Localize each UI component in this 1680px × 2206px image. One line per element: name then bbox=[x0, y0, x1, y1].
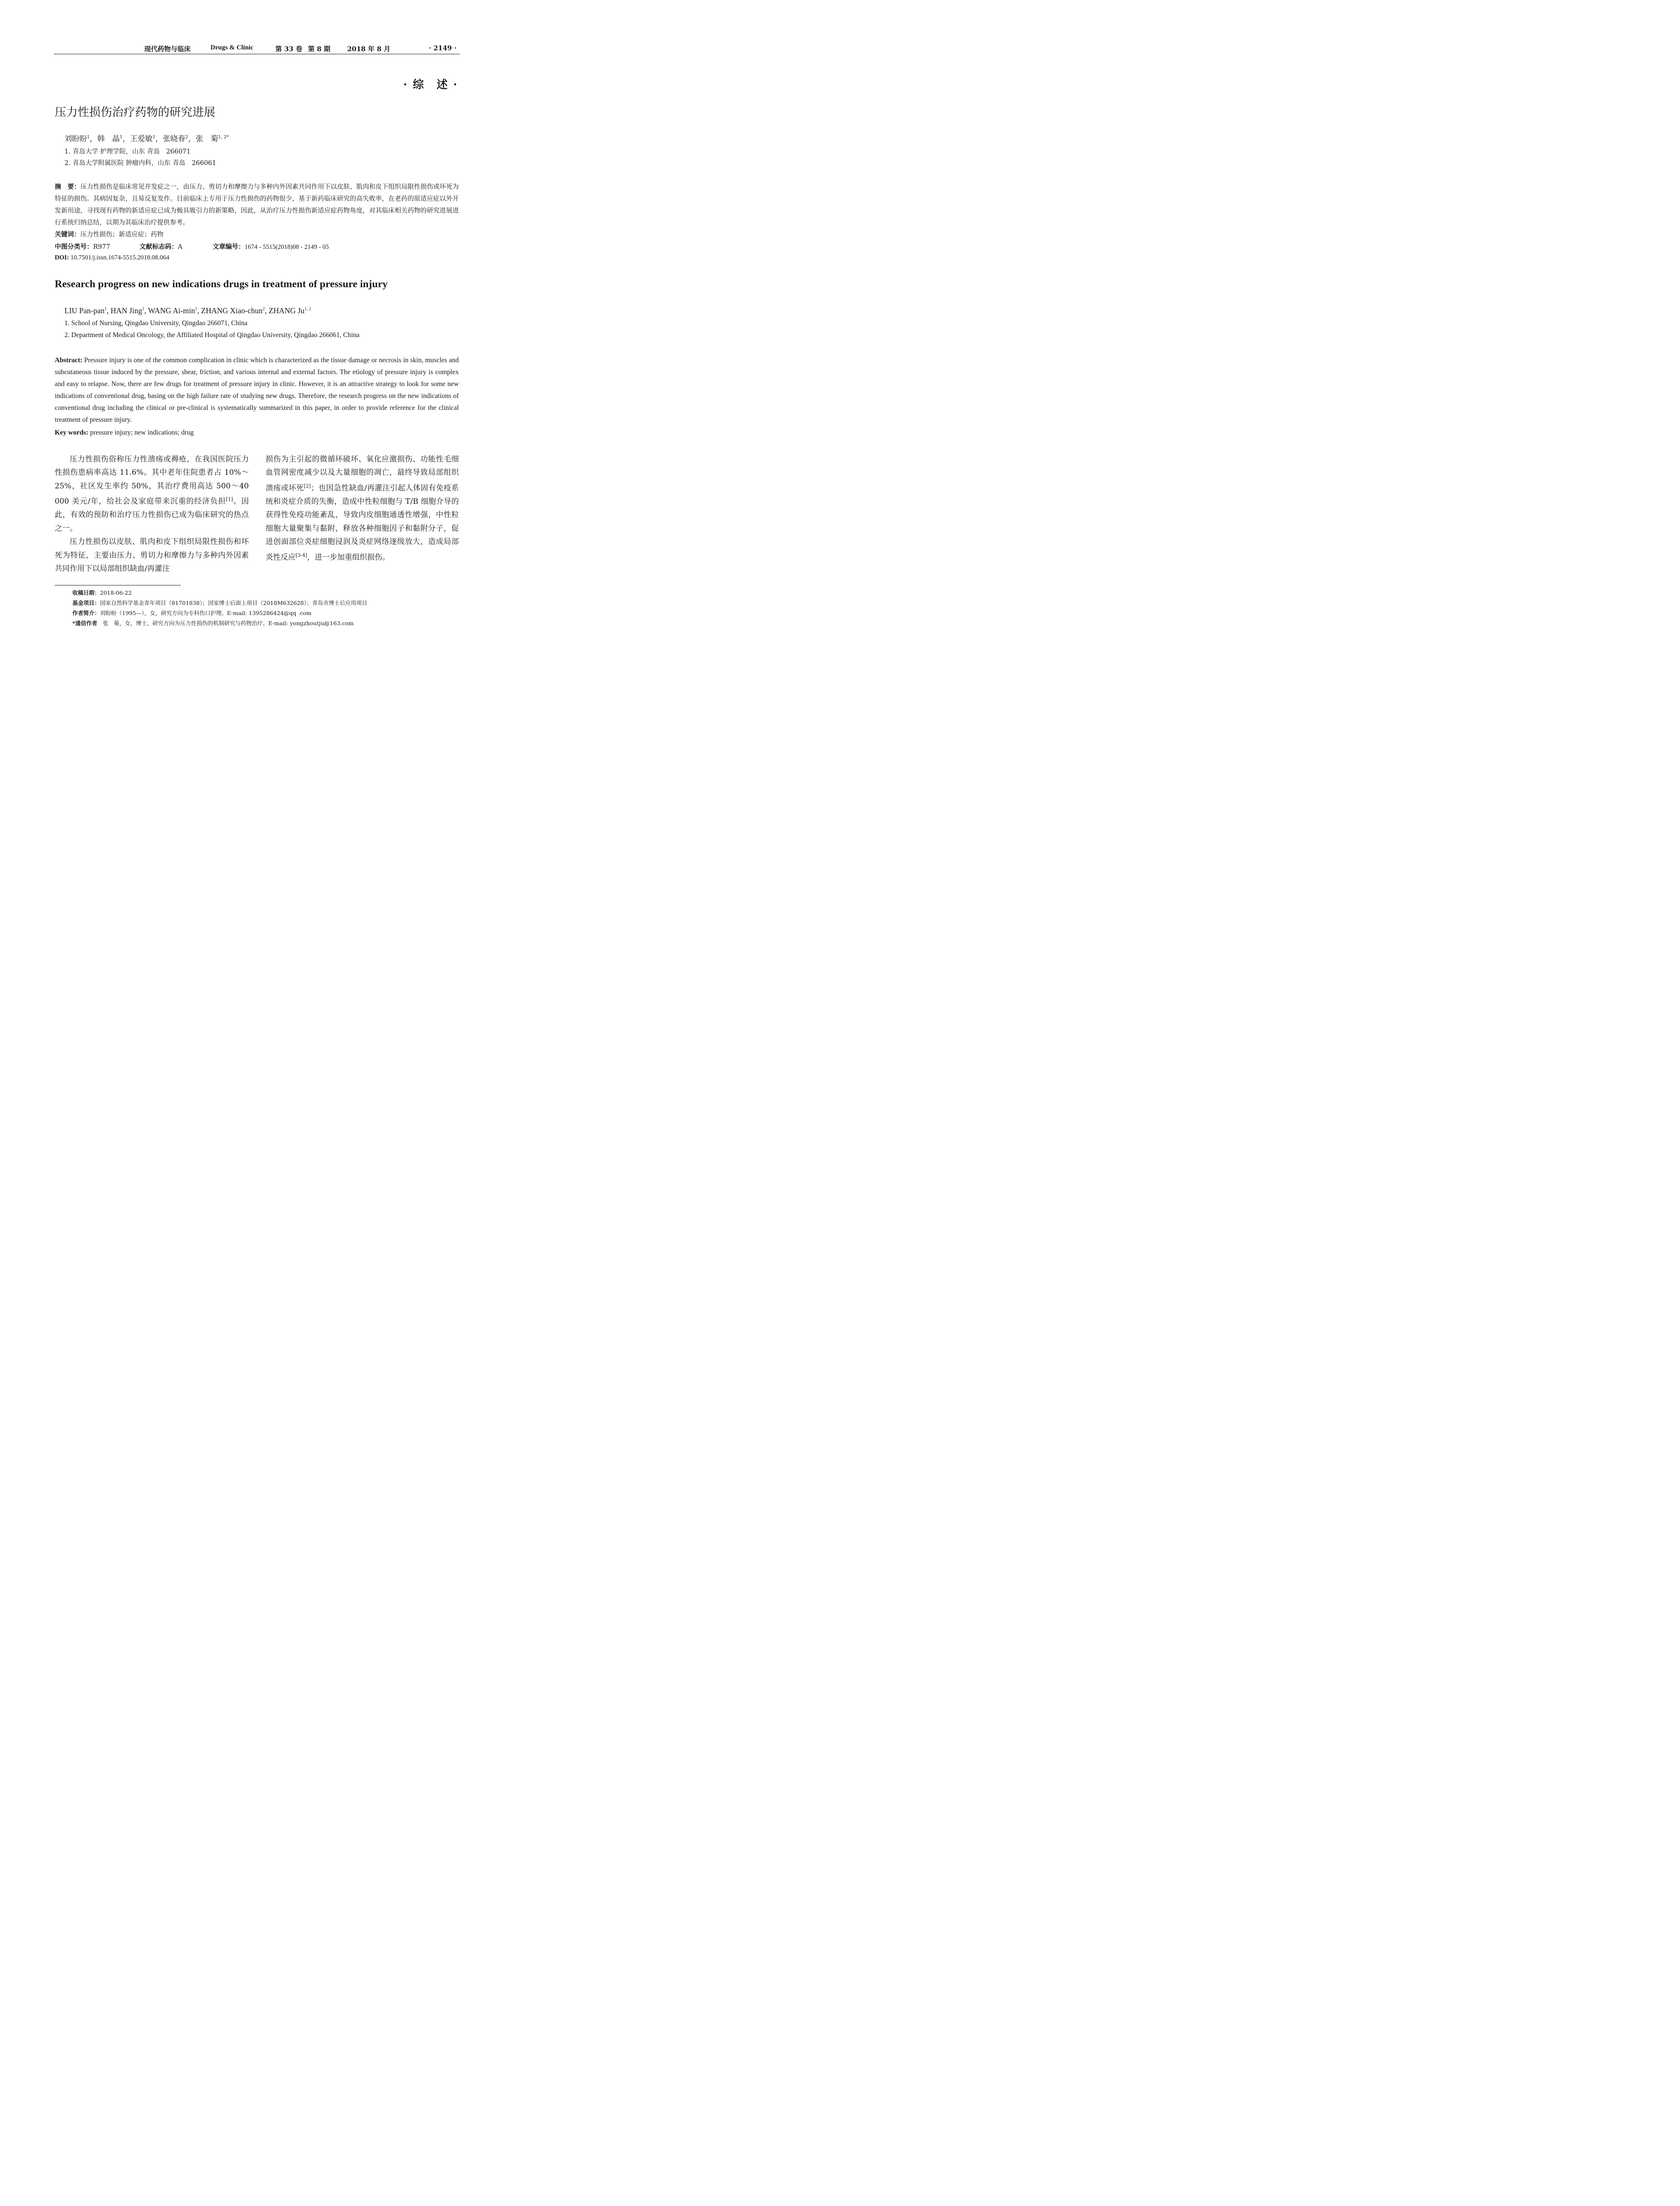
received-date: 2018-06-22 bbox=[100, 589, 132, 596]
body-column-left bbox=[55, 453, 249, 575]
authors-en bbox=[64, 306, 311, 315]
abstract-cn-text: 压力性损伤是临床常见并发症之一，由压力、剪切力和摩擦力与多种内外因素共同作用下以皮肤、肌肉和皮下组织局限性损伤或坏死为特征的损伤。其病因复杂，且易反复发作。目前临床上专用于压力性损伤的药物很少，基于新药临床研究的高失败率，在老药的原适应症以外开发新用途，寻找现有药物的新适应症已成为极具吸引力的新策略，因此，从治疗压力性损伤新适应症药物角度，对其临床相关药物的研究进展进行系统归纳总结，以期为其临床治疗提供参考。 bbox=[55, 184, 459, 226]
affiliation-en-1: 1. School of Nursing, Qingdao University, Qingdao 266071, China bbox=[64, 319, 248, 327]
author-cn-affiliation-marker: 1 bbox=[120, 135, 123, 140]
body-paragraph-2: 压力性损伤以皮肤、肌肉和皮下组织局限性损伤和坏死为特征，主要由压力、剪切力和摩擦力与多种内外因素共同作用下以局部组织缺血/再灌注 bbox=[55, 537, 249, 573]
affiliation-en-2: 2. Department of Medical Oncology, the Affiliated Hospital of Qingdao University, Qingdao 266061, China bbox=[64, 331, 360, 339]
author-separator: ， bbox=[155, 135, 163, 143]
article-number-value: 1674 - 5515(2018)08 - 2149 - 05 bbox=[244, 244, 329, 251]
citation: [1] bbox=[226, 496, 233, 503]
keywords-cn-label: 关键词： bbox=[55, 231, 80, 238]
abstract-en-label: Abstract: bbox=[55, 356, 82, 364]
citation: [2] bbox=[304, 483, 311, 489]
footnote-fund bbox=[72, 599, 367, 607]
author-cn-affiliation-marker: 1, 2* bbox=[218, 135, 229, 140]
author-cn-name: 王爱敏 bbox=[130, 135, 153, 143]
author-separator: , bbox=[106, 306, 111, 315]
author-separator: ， bbox=[188, 135, 196, 143]
author-cn-name: 刘盼盼 bbox=[64, 135, 87, 143]
footnote-author bbox=[72, 609, 311, 617]
doi-label: DOI: bbox=[55, 254, 69, 261]
corresponding-text: 张 菊，女，博士，研究方向为压力性损伤的机制研究与药物治疗。E-mail: yongzhoutju@163.com bbox=[103, 620, 354, 627]
body-text: 压力性损伤俗称压力性溃疡或褥疮，在我国医院压力性损伤患病率高达 11.6%。其中老年住院患者占 10%～25%，社区发生率约 50%，其治疗费用高达 500～40 000 美元/年，给社会及家庭带来沉重的经济负担 bbox=[55, 455, 249, 506]
doc-code-value: A bbox=[178, 244, 183, 251]
abstract-en bbox=[55, 354, 459, 426]
doc-code-label: 文献标志码： bbox=[139, 243, 178, 251]
body-text: ；也因急性缺血/再灌注引起人体固有免疫系统和炎症介质的失衡，造成中性粒细胞与 T/B 细胞介导的获得性免疫功能紊乱，导致内皮细胞通透性增强，中性粒细胞大量聚集与黏附，释放各种细胞因子和黏附分子，促进创面部位炎症细胞浸润及炎症网络逐级放大，造成局部炎性反应 bbox=[266, 484, 459, 562]
author-en-affiliation-marker: 1 bbox=[195, 307, 197, 312]
author-bio-label: 作者简介： bbox=[72, 610, 100, 616]
author-cn-affiliation-marker: 1 bbox=[87, 135, 90, 140]
keywords-en bbox=[55, 427, 194, 439]
corresponding-label: *通信作者 bbox=[72, 620, 98, 627]
author-en-name: ZHANG Xiao-chun bbox=[201, 306, 263, 315]
running-header bbox=[54, 43, 460, 54]
affiliation-cn-2: 2. 青岛大学附属医院 肿瘤内科，山东 青岛 266061 bbox=[64, 160, 217, 167]
journal-name-en: Drugs & Clinic bbox=[210, 44, 254, 51]
doi-value: 10.7501/j.issn.1674-5515.2018.08.064 bbox=[70, 254, 169, 261]
keywords-en-label: Key words: bbox=[55, 429, 89, 436]
keywords-cn-text: 压力性损伤；新适应症；药物 bbox=[80, 231, 164, 238]
author-separator: , bbox=[197, 306, 201, 315]
author-cn-name: 张 菊 bbox=[195, 135, 218, 143]
author-en-name: WANG Ai-min bbox=[148, 306, 195, 315]
author-bio-text: 刘盼盼（1995—），女，研究方向为专科伤口护理。E-mail: 1395286424@qq .com bbox=[100, 610, 312, 616]
author-separator: ， bbox=[90, 135, 98, 143]
body-paragraph-2-continued bbox=[266, 453, 459, 564]
author-separator: , bbox=[144, 306, 148, 315]
author-en-affiliation-marker: 1, 2 bbox=[304, 307, 311, 312]
body-text: 损伤为主引起的微循环破坏、氧化应激损伤、功能性毛细血管网密度减少以及大量细胞的凋亡，最终导致局部组织溃疡或坏死 bbox=[266, 455, 459, 493]
received-label: 收稿日期： bbox=[72, 589, 100, 596]
fund-label: 基金项目： bbox=[72, 600, 100, 606]
document-code bbox=[139, 242, 182, 251]
title-cn: 压力性损伤治疗药物的研究进展 bbox=[55, 106, 216, 119]
doi bbox=[55, 254, 169, 262]
abstract-en-text: Pressure injury is one of the common complication in clinic which is characterized as the tissue damage or necrosis in skin, muscles and subcutaneous tissue induced by the pressure, shear, friction, and various internal and external factors. The etiology of pressure injury is complex and easy to relapse. Now, there are few drugs for treatment of pressure injury in clinic. However, it is an attractive strategy to look for some new indications of conventional drug, basing on the high failure rate of studying new drugs. Therefore, the research progress on the new indications of conventional drug including the clinical or pre-clinical is systematically summarized in this paper, in order to provide reference for the clinical treatment of pressure injury. bbox=[55, 356, 459, 424]
issue: 第 8 期 bbox=[308, 45, 330, 53]
author-en-name: HAN Jing bbox=[110, 306, 142, 315]
body-text: 。因此，有效的预防和治疗压力性损伤已成为临床研究的热点之一。 bbox=[55, 497, 249, 533]
keywords-cn bbox=[55, 229, 164, 239]
keywords-en-text: pressure injury; new indications; drug bbox=[90, 429, 194, 436]
abstract-cn-label: 摘 要： bbox=[55, 183, 81, 191]
clc-label: 中图分类号： bbox=[55, 243, 93, 251]
body-paragraph-1 bbox=[55, 453, 249, 535]
abstract-cn bbox=[55, 181, 459, 229]
author-en-name: ZHANG Ju bbox=[268, 306, 305, 315]
author-cn-affiliation-marker: 1 bbox=[152, 135, 156, 140]
author-cn-affiliation-marker: 2 bbox=[185, 135, 188, 140]
author-separator: , bbox=[265, 306, 269, 315]
clc-number bbox=[55, 242, 110, 251]
author-cn-name: 张晓春 bbox=[163, 135, 186, 143]
body-text: ，进一步加重组织损伤。 bbox=[307, 553, 390, 562]
author-en-affiliation-marker: 1 bbox=[104, 307, 107, 312]
body-column-right bbox=[266, 453, 459, 564]
footnote-corresponding bbox=[72, 619, 354, 627]
issue-date: 2018 年 8 月 bbox=[347, 45, 390, 53]
author-en-affiliation-marker: 1 bbox=[142, 307, 145, 312]
article-number-label: 文章编号： bbox=[213, 243, 245, 251]
section-label: · 综 述 · bbox=[403, 78, 458, 91]
title-en: Research progress on new indications drugs in treatment of pressure injury bbox=[55, 278, 388, 290]
authors-cn bbox=[64, 132, 229, 143]
journal-name-cn: 现代药物与临床 bbox=[144, 45, 191, 53]
article-number bbox=[213, 242, 329, 251]
citation: [3-4] bbox=[296, 552, 308, 558]
author-cn-name: 韩 晶 bbox=[97, 135, 120, 143]
footnote-received bbox=[72, 589, 132, 597]
volume: 第 33 卷 bbox=[275, 45, 303, 53]
page-number: · 2149 · bbox=[429, 44, 457, 52]
clc-value: R977 bbox=[93, 244, 110, 251]
author-separator: ， bbox=[122, 135, 130, 143]
affiliation-cn-1: 1. 青岛大学 护理学院，山东 青岛 266071 bbox=[64, 148, 191, 155]
author-en-affiliation-marker: 2 bbox=[262, 307, 265, 312]
fund-text: 国家自然科学基金青年项目（81701838）；国家博士后面上项目（2018M632628）；青岛市博士后应用项目 bbox=[100, 600, 368, 606]
author-en-name: LIU Pan-pan bbox=[64, 306, 105, 315]
